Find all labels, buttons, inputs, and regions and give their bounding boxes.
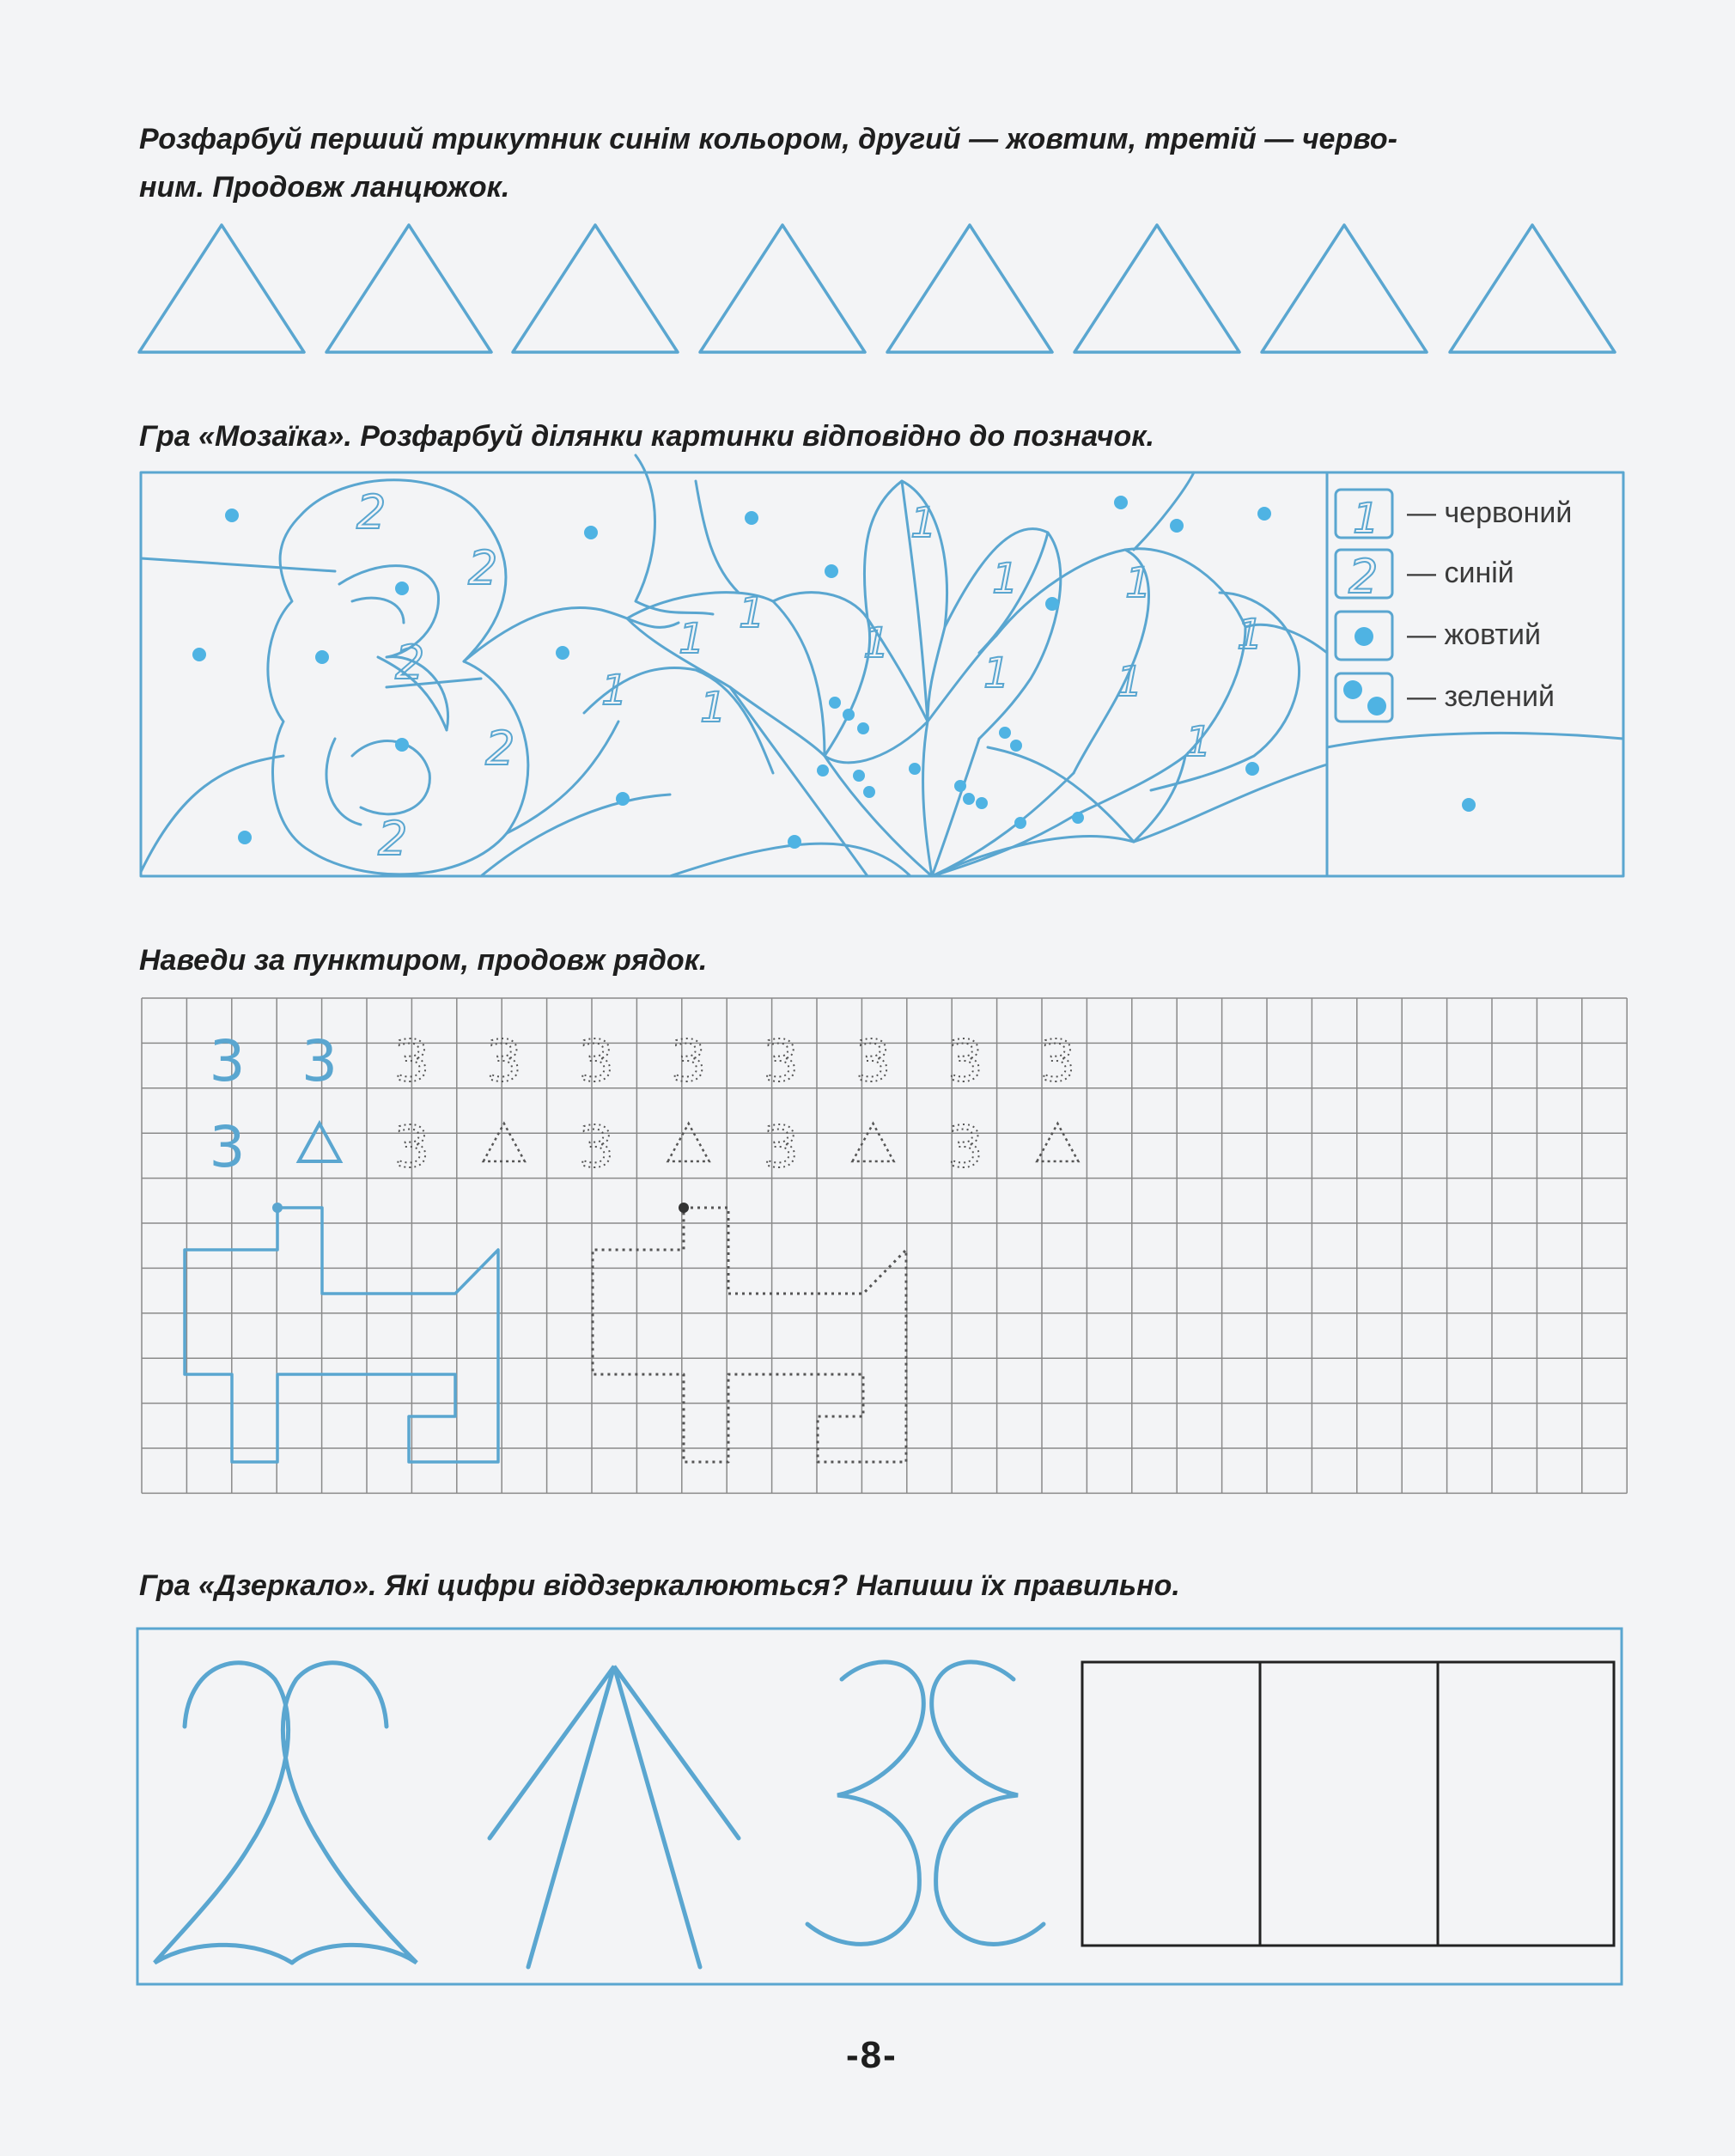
digit-three-trace: 3	[393, 1114, 430, 1180]
digit-three-sample: 3	[209, 1028, 246, 1094]
mosaic-mark-1: 1	[1117, 658, 1143, 706]
legend-label-blue: — синій	[1407, 557, 1514, 589]
digit-three-trace: 3	[855, 1028, 892, 1094]
mosaic-mark-1: 1	[739, 589, 765, 637]
mirrored-three-right	[932, 1662, 1044, 1945]
task1-instruction-line1: Розфарбуй перший трикутник синім кольором, другий — жовтим, третій — черво-	[139, 123, 1397, 155]
mirrored-one-right	[614, 1666, 739, 1967]
mosaic-mark-1: 1	[983, 649, 1010, 697]
digit-three-trace: 3	[393, 1028, 430, 1094]
mosaic-mark-1: 1	[601, 667, 628, 715]
answer-box-1[interactable]	[1082, 1662, 1260, 1946]
mosaic-mark-1: 1	[992, 555, 1019, 603]
digit-three-trace: 3	[763, 1028, 800, 1094]
digit-three-trace: 3	[947, 1028, 983, 1094]
mosaic-mark-1: 1	[1185, 718, 1212, 766]
digit-three-trace: 3	[578, 1114, 615, 1180]
mosaic-mark-2: 2	[395, 636, 425, 690]
task2-instruction: Гра «Мозаїка». Розфарбуй ділянки картинки відповідно до позначок.	[139, 420, 1154, 453]
task1-instruction-line2: ним. Продовж ланцюжок.	[139, 171, 510, 204]
digit-three-trace: 3	[1039, 1028, 1076, 1094]
page-number: -8-	[846, 2034, 898, 2076]
mosaic-mark-2: 2	[356, 485, 387, 539]
digit-three-trace: 3	[578, 1028, 615, 1094]
legend-label-red: — червоний	[1407, 496, 1573, 529]
task4-instruction: Гра «Дзеркало». Які цифри віддзеркалюються? Напиши їх правильно.	[139, 1569, 1180, 1602]
mirrored-two-left	[155, 1663, 292, 1963]
mosaic-mark-2: 2	[468, 541, 498, 595]
legend-label-yellow: — жовтий	[1407, 618, 1541, 651]
mirrored-two-right	[283, 1663, 417, 1963]
legend-mark-1: 1	[1353, 495, 1379, 543]
mosaic-mark-1: 1	[679, 615, 705, 663]
legend-mark-2: 2	[1348, 550, 1379, 604]
digit-three-trace: 3	[763, 1114, 800, 1180]
digit-three-sample: 3	[209, 1114, 246, 1180]
mosaic-mark-2: 2	[378, 812, 408, 866]
answer-box-3[interactable]	[1438, 1662, 1614, 1946]
answer-box-2[interactable]	[1260, 1662, 1438, 1946]
task3-instruction: Наведи за пунктиром, продовж рядок.	[139, 944, 708, 977]
mosaic-mark-1: 1	[700, 684, 727, 732]
mirrored-one-left	[490, 1666, 614, 1967]
digit-three-trace: 3	[947, 1114, 983, 1180]
mirrored-three-left	[807, 1662, 923, 1945]
mosaic-mark-1: 1	[1237, 611, 1263, 659]
digit-three-sample: 3	[301, 1028, 338, 1094]
mosaic-mark-2: 2	[485, 722, 515, 776]
digit-three-trace: 3	[670, 1028, 707, 1094]
mosaic-mark-1: 1	[910, 499, 937, 547]
mosaic-mark-1: 1	[863, 619, 890, 667]
digit-three-trace: 3	[485, 1028, 522, 1094]
mosaic-mark-1: 1	[1125, 559, 1152, 607]
legend-label-green: — зелений	[1407, 680, 1555, 713]
